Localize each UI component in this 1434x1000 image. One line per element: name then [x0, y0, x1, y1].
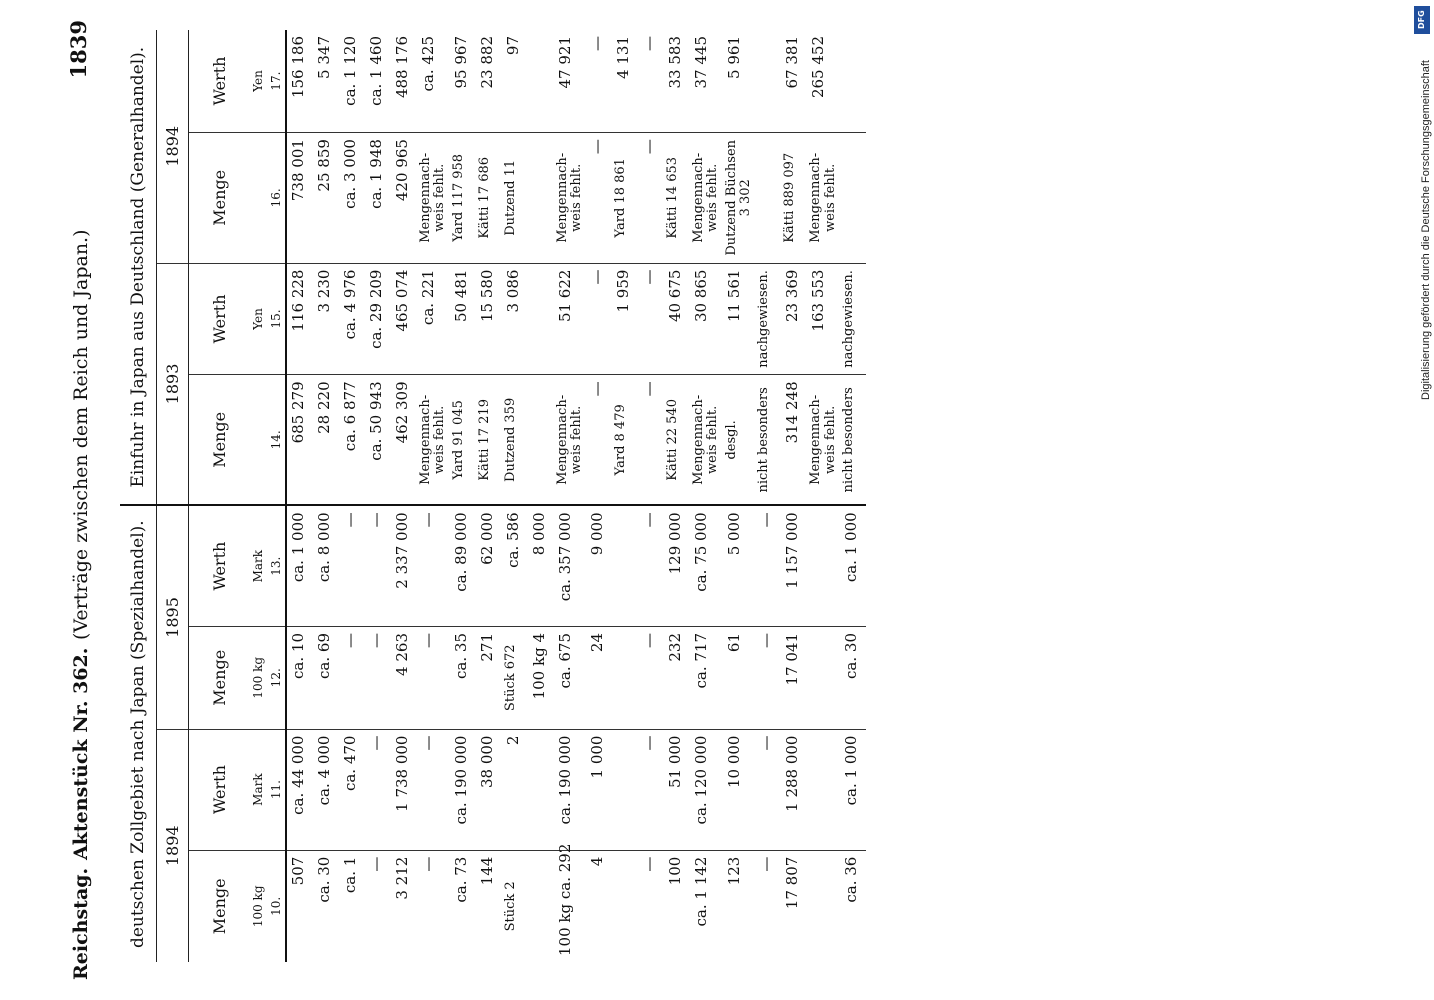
table-cell: ca. 75 000 — [690, 505, 723, 626]
table-cell: 1 959 — [612, 263, 638, 375]
table-row — [586, 30, 612, 962]
table-cell — [612, 850, 638, 962]
table-row — [450, 30, 476, 962]
unit-label: Yen — [249, 30, 267, 133]
table-cell: 1 738 000 — [391, 729, 417, 850]
table-cell: Kätti 889 097 — [781, 133, 807, 263]
table-cell: — — [339, 627, 365, 730]
rotated-content — [10, 10, 1350, 990]
column-number: 11. — [267, 729, 286, 850]
table-cell — [840, 30, 866, 133]
table-cell: 23 369 — [781, 263, 807, 375]
table-cell: ca. 675 — [554, 627, 587, 730]
table-cell: 100 kg 4 — [528, 627, 554, 730]
table-cell: 163 553 — [807, 263, 840, 375]
table-cell: Yard 18 861 — [612, 133, 638, 263]
table-cell: ca. 470 — [339, 729, 365, 850]
table-cell: 2 — [502, 729, 528, 850]
table-cell: — — [755, 729, 781, 850]
table-cell: ca. 6 877 — [339, 375, 365, 505]
table-row — [365, 30, 391, 962]
table-cell: ca. 35 — [450, 627, 476, 730]
table-cell: 3 086 — [502, 263, 528, 375]
trade-statistics-table — [120, 30, 866, 962]
table-cell: nicht besonders — [755, 375, 781, 505]
table-cell: ca. 10 — [286, 627, 313, 730]
table-cell: Mengennach-weis fehlt. — [554, 133, 587, 263]
table-cell: Kätti 22 540 — [664, 375, 690, 505]
table-cell: 271 — [476, 627, 502, 730]
table-cell: Mengennach-weis fehlt. — [417, 375, 450, 505]
table-cell: Kätti 17 686 — [476, 133, 502, 263]
year-1894-export: 1894 — [157, 729, 189, 962]
table-cell: ca. 30 — [840, 627, 866, 730]
table-cell — [755, 133, 781, 263]
col-werth: Werth — [189, 505, 250, 626]
table-cell: — — [757, 856, 776, 872]
table-row — [313, 30, 339, 962]
col-werth: Werth — [189, 263, 250, 375]
table-cell: ca. 44 000 — [286, 729, 313, 850]
table-cell: 25 859 — [313, 133, 339, 263]
table-cell: — — [419, 856, 437, 872]
table-row — [286, 30, 313, 962]
table-cell: ca. 89 000 — [450, 505, 476, 626]
table-cell: — — [339, 505, 365, 626]
table-cell: 5 000 — [723, 505, 756, 626]
unit-label: Mark — [249, 505, 267, 626]
table-cell: Mengennach-weis fehlt. — [417, 133, 450, 263]
table-cell: — — [586, 263, 612, 375]
table-cell: — — [640, 856, 659, 872]
table-cell — [807, 505, 840, 626]
header-subtitle: (Verträge zwischen dem Reich und Japan.) — [70, 229, 92, 640]
table-cell: 4 — [588, 856, 607, 867]
table-cell — [528, 850, 554, 962]
table-cell: nachgewiesen. — [755, 263, 781, 375]
table-cell: ca. 586 — [502, 505, 528, 626]
table-cell: ca. 3 000 — [339, 133, 365, 263]
table-cell: ca. 425 — [417, 30, 450, 133]
unit-label — [249, 375, 267, 505]
table-cell: 51 000 — [664, 729, 690, 850]
table-row — [723, 30, 756, 962]
table-cell — [807, 627, 840, 730]
table-cell: — — [365, 729, 391, 850]
unit-label: 100 kg — [249, 627, 267, 730]
table-cell: 129 000 — [664, 505, 690, 626]
table-cell: — — [586, 30, 612, 133]
statistics-table-container — [120, 30, 1350, 962]
table-cell — [528, 133, 554, 263]
column-number: 10. — [267, 850, 286, 962]
table-cell: 40 675 — [664, 263, 690, 375]
table-cell: ca. 1 142 — [692, 856, 711, 927]
table-cell: — — [638, 133, 664, 263]
table-cell: 100 kg ca. 292 — [555, 843, 574, 956]
table-cell: 30 865 — [690, 263, 723, 375]
table-cell: desgl. — [723, 375, 756, 505]
column-number: 16. — [267, 133, 286, 263]
table-cell: 95 967 — [450, 30, 476, 133]
table-row — [690, 30, 723, 962]
table-cell: 4 263 — [391, 627, 417, 730]
table-cell: 3 212 — [393, 856, 411, 900]
table-cell: 465 074 — [391, 263, 417, 375]
unit-label: Yen — [249, 263, 267, 375]
table-cell: 37 445 — [690, 30, 723, 133]
table-cell: 232 — [664, 627, 690, 730]
table-cell: ca. 50 943 — [365, 375, 391, 505]
table-cell: — — [586, 133, 612, 263]
page-header — [62, 20, 102, 980]
table-cell: ca. 190 000 — [450, 729, 476, 850]
table-cell: ca. 1 000 — [286, 505, 313, 626]
year-1893-import: 1893 — [157, 263, 189, 505]
column-number: 15. — [267, 263, 286, 375]
table-cell: 1 288 000 — [781, 729, 807, 850]
table-cell: ca. 1 000 — [840, 729, 866, 850]
table-cell: 15 580 — [476, 263, 502, 375]
table-cell: Yard 8 479 — [612, 375, 638, 505]
table-row — [502, 30, 528, 962]
table-row — [755, 30, 781, 962]
table-cell: Mengennach-weis fehlt. — [690, 133, 723, 263]
table-cell: 3 230 — [313, 263, 339, 375]
table-cell: Dutzend 11 — [502, 133, 528, 263]
table-cell: — — [365, 505, 391, 626]
table-cell — [840, 133, 866, 263]
table-cell: 17 041 — [781, 627, 807, 730]
table-row — [840, 30, 866, 962]
page-number: 1839 — [66, 20, 91, 79]
table-cell: 1 157 000 — [781, 505, 807, 626]
table-cell: 685 279 — [286, 375, 313, 505]
table-cell — [807, 729, 840, 850]
table-cell: 462 309 — [391, 375, 417, 505]
table-cell: — — [638, 729, 664, 850]
table-row — [612, 30, 638, 962]
table-cell — [612, 505, 638, 626]
table-cell: nicht besonders — [840, 375, 866, 505]
table-cell: 38 000 — [476, 729, 502, 850]
table-cell — [528, 375, 554, 505]
table-cell: 144 — [477, 856, 496, 886]
table-cell: 17 807 — [783, 856, 802, 910]
table-cell: 24 — [586, 627, 612, 730]
column-number: 13. — [267, 505, 286, 626]
table-row — [664, 30, 690, 962]
unit-label: 100 kg — [251, 885, 265, 928]
table-row — [417, 30, 450, 962]
table-cell: ca. 717 — [690, 627, 723, 730]
table-cell — [807, 850, 840, 962]
import-group-heading: Einfuhr in Japan aus Deutschland (Generalhandel). — [120, 30, 157, 505]
table-cell: ca. 221 — [417, 263, 450, 375]
column-number: 14. — [267, 375, 286, 505]
table-cell: 67 381 — [781, 30, 807, 133]
table-body — [286, 30, 866, 962]
table-cell: 62 000 — [476, 505, 502, 626]
table-cell: 51 622 — [554, 263, 587, 375]
table-cell: 100 — [666, 856, 685, 886]
table-cell: 1 000 — [586, 729, 612, 850]
header-document-number: Aktenstück Nr. 362. — [70, 647, 92, 860]
table-cell: Mengennach-weis fehlt. — [807, 133, 840, 263]
column-number: 12. — [267, 627, 286, 730]
col-werth: Werth — [189, 30, 250, 133]
table-cell: ca. 73 — [451, 856, 470, 903]
table-cell: 738 001 — [286, 133, 313, 263]
table-cell — [528, 729, 554, 850]
table-cell: ca. 69 — [313, 627, 339, 730]
table-row — [528, 30, 554, 962]
table-cell: Mengennach-weis fehlt. — [554, 375, 587, 505]
table-cell: — — [638, 30, 664, 133]
table-cell: 33 583 — [664, 30, 690, 133]
year-1894-import: 1894 — [157, 30, 189, 263]
column-number: 17. — [267, 30, 286, 133]
table-row — [781, 30, 807, 962]
table-cell: 61 — [723, 627, 756, 730]
table-cell: Dutzend 359 — [502, 375, 528, 505]
table-cell: ca. 36 — [841, 856, 860, 903]
header-left: Reichstag. — [70, 867, 92, 980]
table-row — [476, 30, 502, 962]
table-cell: ca. 1 948 — [365, 133, 391, 263]
table-cell: ca. 1 — [341, 856, 359, 894]
table-cell: 507 — [289, 856, 307, 886]
table-cell: 123 — [724, 856, 743, 886]
table-cell: Mengennach-weis fehlt. — [807, 375, 840, 505]
col-menge: Menge — [189, 375, 250, 505]
table-row — [554, 30, 587, 962]
year-1895-export: 1895 — [157, 505, 189, 729]
table-cell: — — [417, 627, 450, 730]
table-cell: — — [586, 375, 612, 505]
table-cell: — — [638, 627, 664, 730]
table-cell: 314 248 — [781, 375, 807, 505]
table-cell — [612, 627, 638, 730]
table-cell: — — [417, 729, 450, 850]
table-cell: — — [755, 505, 781, 626]
table-cell: ca. 29 209 — [365, 263, 391, 375]
table-cell: 97 — [502, 30, 528, 133]
table-cell: Yard 117 958 — [450, 133, 476, 263]
table-cell — [612, 729, 638, 850]
table-cell: Stück 2 — [502, 881, 518, 932]
table-cell: 28 220 — [313, 375, 339, 505]
table-cell: 47 921 — [554, 30, 587, 133]
col-menge: Menge — [189, 627, 250, 730]
table-cell: ca. 190 000 — [554, 729, 587, 850]
unit-label — [249, 133, 267, 263]
table-cell: ca. 8 000 — [313, 505, 339, 626]
table-cell: 420 965 — [391, 133, 417, 263]
table-cell: — — [365, 627, 391, 730]
col-menge: Menge — [189, 133, 250, 263]
table-row — [339, 30, 365, 962]
table-cell: 5 961 — [723, 30, 756, 133]
table-cell: — — [638, 375, 664, 505]
table-cell: Kätti 17 219 — [476, 375, 502, 505]
table-cell: 9 000 — [586, 505, 612, 626]
table-cell: 116 228 — [286, 263, 313, 375]
table-cell: ca. 1 120 — [339, 30, 365, 133]
table-cell: — — [755, 627, 781, 730]
table-cell: ca. 4 976 — [339, 263, 365, 375]
dfg-logo: DFG — [1414, 6, 1430, 34]
export-group-heading: deutschen Zollgebiet nach Japan (Spezialhandel). — [120, 505, 157, 962]
table-cell: 8 000 — [528, 505, 554, 626]
table-cell — [528, 263, 554, 375]
table-cell: — — [417, 505, 450, 626]
table-cell: 156 186 — [286, 30, 313, 133]
table-cell: nachgewiesen. — [840, 263, 866, 375]
table-row — [391, 30, 417, 962]
table-cell — [528, 30, 554, 133]
table-cell: — — [367, 856, 385, 872]
table-cell: 265 452 — [807, 30, 840, 133]
table-cell: 4 131 — [612, 30, 638, 133]
table-cell: ca. 1 460 — [365, 30, 391, 133]
table-cell: — — [638, 505, 664, 626]
table-cell: Stück 672 — [502, 627, 528, 730]
table-cell — [755, 30, 781, 133]
table-cell: ca. 1 000 — [840, 505, 866, 626]
table-cell: ca. 30 — [315, 856, 333, 903]
table-cell: 23 882 — [476, 30, 502, 133]
table-cell: ca. 357 000 — [554, 505, 587, 626]
col-menge: Menge — [209, 878, 229, 935]
table-cell: Dutzend Büchsen 3 302 — [723, 133, 756, 263]
table-cell: 10 000 — [723, 729, 756, 850]
table-cell: 488 176 — [391, 30, 417, 133]
table-cell: 2 337 000 — [391, 505, 417, 626]
col-werth: Werth — [189, 729, 250, 850]
table-cell: 5 347 — [313, 30, 339, 133]
table-cell: 11 561 — [723, 263, 756, 375]
table-row — [638, 30, 664, 962]
table-cell: 50 481 — [450, 263, 476, 375]
unit-label: Mark — [249, 729, 267, 850]
table-cell: Kätti 14 653 — [664, 133, 690, 263]
table-cell: ca. 4 000 — [313, 729, 339, 850]
table-row — [807, 30, 840, 962]
table-cell: ca. 120 000 — [690, 729, 723, 850]
table-cell: — — [638, 263, 664, 375]
table-cell: Yard 91 045 — [450, 375, 476, 505]
digitization-credit: Digitalisierung gefördert durch die Deutsche Forschungsgemeinschaft — [1420, 60, 1432, 400]
table-cell: Mengennach-weis fehlt. — [690, 375, 723, 505]
